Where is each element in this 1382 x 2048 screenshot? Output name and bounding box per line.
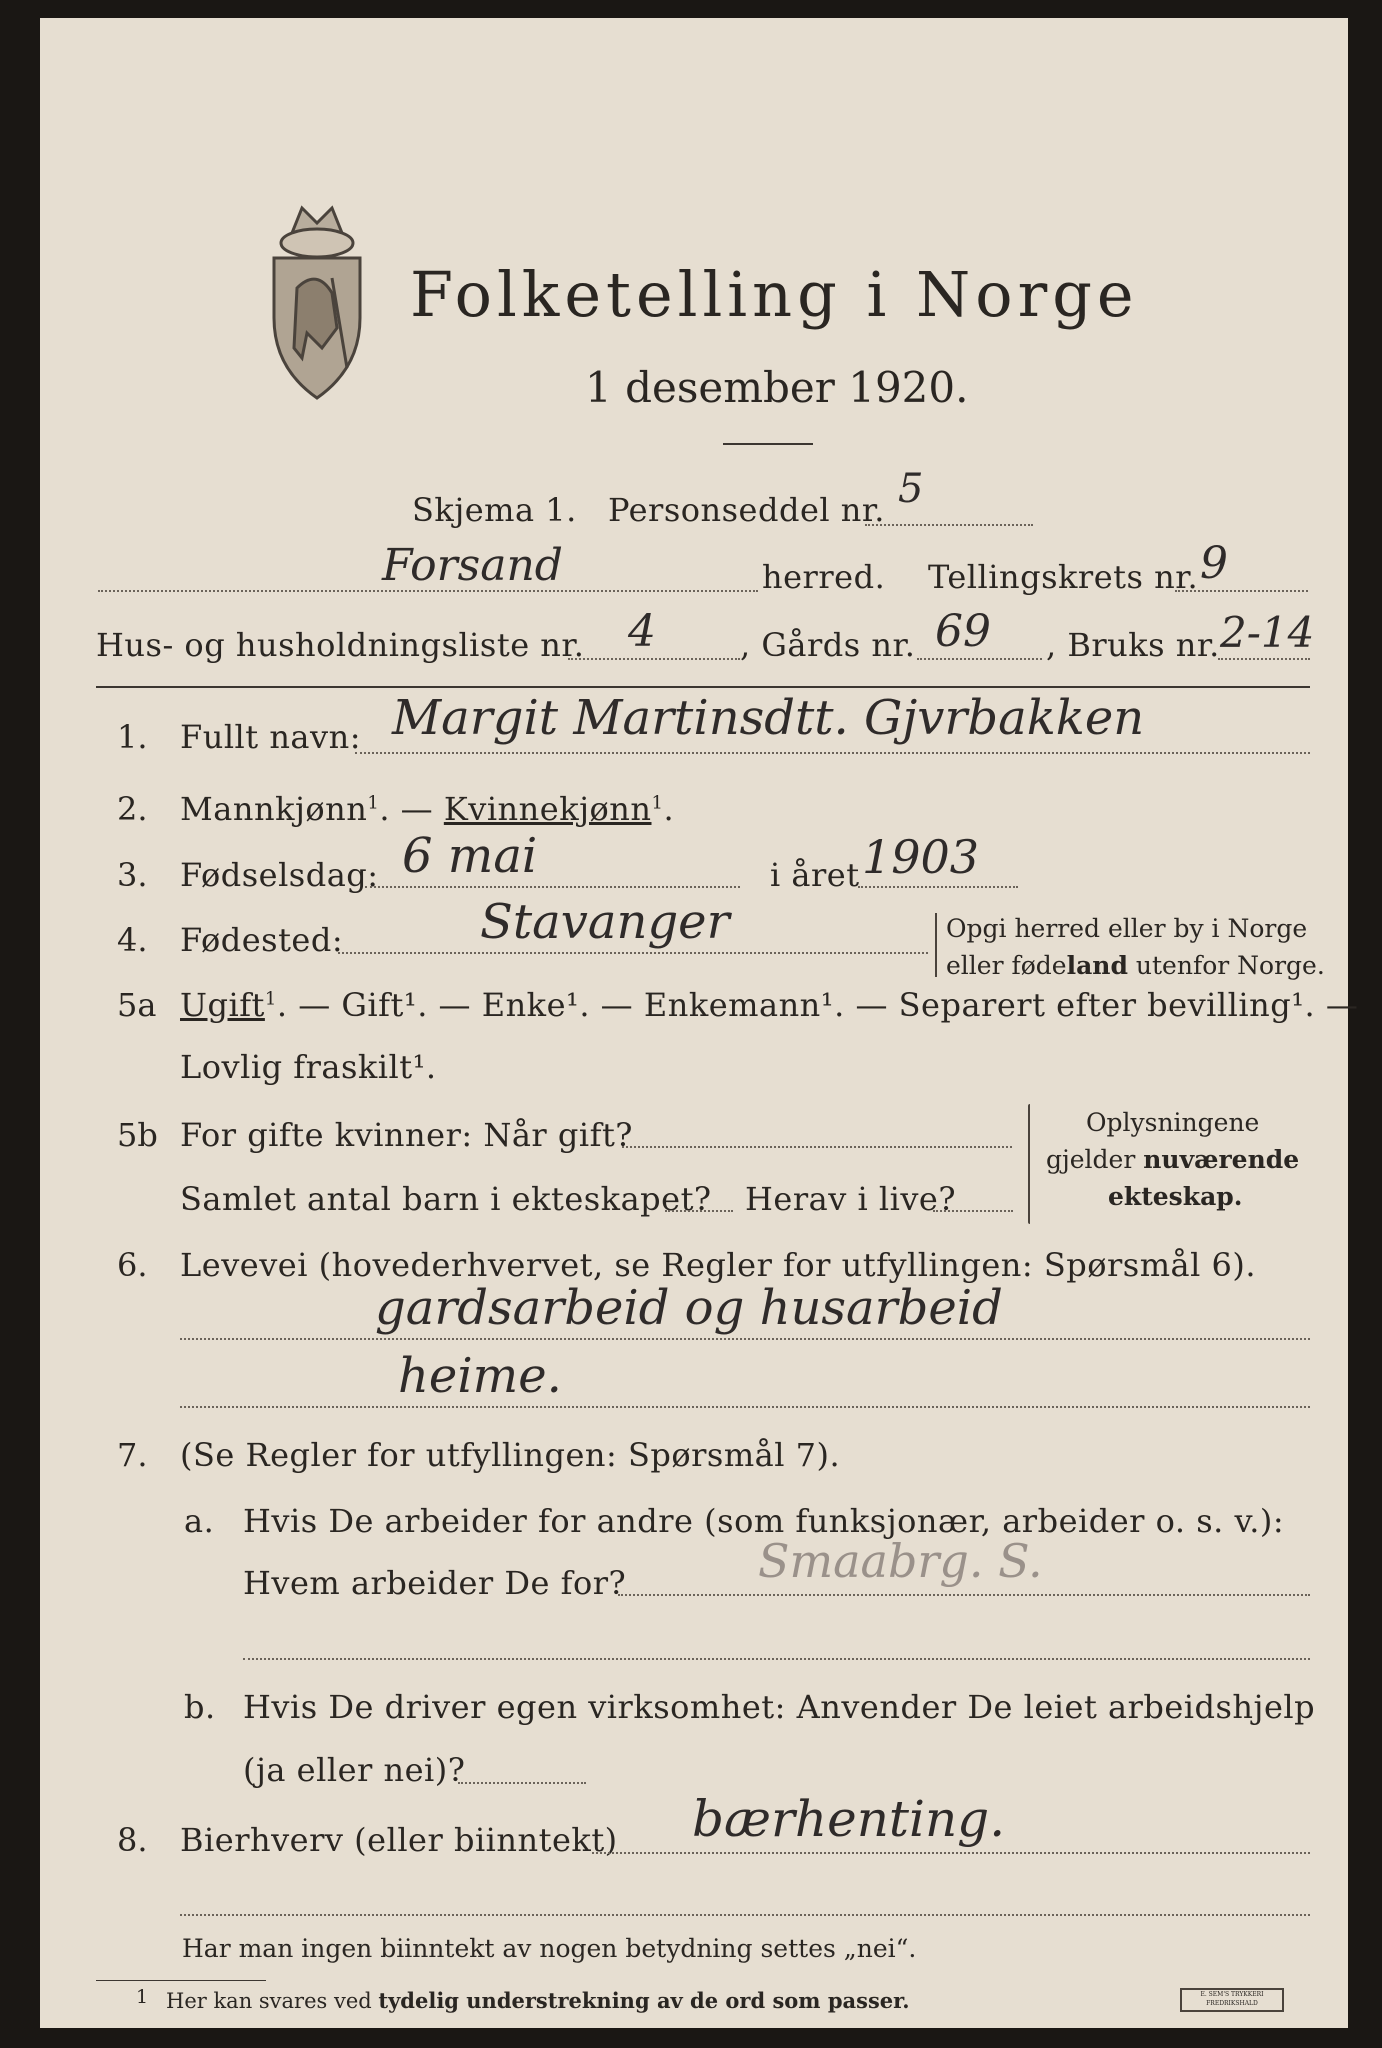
herred-value: Forsand	[382, 540, 563, 591]
q2-row	[180, 790, 674, 828]
q4-number: 4.	[117, 921, 148, 959]
q7-label: (Se Regler for utfyllingen: Spørsmål 7).	[180, 1436, 841, 1474]
q3-value: 6 mai	[402, 828, 538, 884]
q5b-note1: Oplysningene	[1086, 1108, 1260, 1137]
footnote-text	[166, 1988, 910, 2013]
q5b-number: 5b	[117, 1116, 158, 1154]
q6-line2	[180, 1406, 1310, 1408]
q7a-question: Hvem arbeider De for?	[243, 1564, 627, 1602]
q5b-note3: ekteskap.	[1108, 1182, 1243, 1211]
q5b-label1: For gifte kvinner: Når gift?	[180, 1116, 633, 1154]
q5a-row	[180, 986, 1358, 1024]
q2-sup-2: 1	[651, 792, 664, 814]
q5b-line1	[622, 1146, 1012, 1148]
herred-label: herred.	[762, 558, 886, 596]
q5a-sup: 1	[264, 988, 277, 1010]
footer-note: Har man ingen biinntekt av nogen betydning settes „nei“.	[182, 1934, 917, 1963]
q2-end: .	[663, 790, 675, 828]
gards-line	[917, 658, 1042, 660]
footnote-text-a: Her kan svares ved	[166, 1989, 379, 2013]
q3-year-label: i året	[770, 856, 860, 894]
q7a-label: Hvis De arbeider for andre (som funksjonær, arbeider o. s. v.):	[243, 1502, 1285, 1540]
census-form	[40, 18, 1359, 2028]
form-title: Folketelling i Norge	[410, 258, 1139, 331]
q4-note-part-a: eller føde	[946, 951, 1067, 980]
footnote-rule	[96, 1980, 266, 1981]
q2-mann: Mannkjønn	[180, 790, 368, 828]
q1-number: 1.	[117, 718, 148, 756]
hus-line	[568, 658, 740, 660]
q6-value1: gardsarbeid og husarbeid	[375, 1280, 1003, 1336]
q7b-question: (ja eller nei)?	[243, 1751, 466, 1789]
tellingskrets-line	[1175, 590, 1308, 592]
q8-value: bærhenting.	[692, 1790, 1006, 1848]
title-divider	[723, 443, 813, 445]
personseddel-value: 5	[898, 466, 924, 512]
section-rule	[96, 686, 1310, 688]
q4-note-line2	[946, 951, 1325, 980]
q3-year-line	[858, 886, 1018, 888]
q4-note-line1: Opgi herred eller by i Norge	[946, 914, 1308, 943]
q7b-line	[458, 1782, 586, 1784]
q3-label: Fødselsdag:	[180, 856, 379, 894]
q6-label: Levevei (hovederhvervet, se Regler for utfyllingen: Spørsmål 6).	[180, 1246, 1257, 1284]
q7-number: 7.	[117, 1436, 148, 1474]
q5b-line2	[665, 1210, 733, 1212]
q5b-label2: Samlet antal barn i ekteskapet?	[180, 1180, 712, 1218]
q7a-letter: a.	[184, 1502, 215, 1540]
personseddel-line	[865, 524, 1033, 526]
personseddel-label: Personseddel nr.	[608, 491, 885, 529]
q2-sup-1: 1	[367, 792, 380, 814]
tellingskrets-value: 9	[1200, 538, 1228, 589]
q4-value: Stavanger	[480, 894, 730, 950]
gards-label: , Gårds nr.	[740, 626, 916, 664]
q8-line1	[592, 1852, 1310, 1854]
q5b-note2-a: gjelder	[1046, 1145, 1144, 1174]
q6-line1	[180, 1338, 1310, 1340]
footnote-number: 1	[136, 1986, 149, 2008]
form-date: 1 desember 1920.	[585, 363, 969, 412]
q7a-line1	[618, 1594, 1310, 1596]
q1-label: Fullt navn:	[180, 718, 361, 756]
footnote-text-b: tydelig understrekning av de ord som passer.	[378, 1988, 910, 2013]
hus-label: Hus- og husholdningsliste nr.	[96, 626, 585, 664]
q1-line	[355, 752, 1310, 754]
q4-bracket	[935, 913, 937, 977]
hus-value: 4	[628, 606, 656, 657]
q7b-label: Hvis De driver egen virksomhet: Anvender De leiet arbeidshjelp	[243, 1688, 1316, 1726]
q6-value2: heime.	[398, 1348, 562, 1404]
q6-number: 6.	[117, 1246, 148, 1284]
bruks-value: 2-14	[1220, 608, 1315, 657]
bruks-line	[1218, 658, 1310, 660]
skjema-label: Skjema 1.	[412, 491, 577, 529]
q7b-letter: b.	[184, 1688, 216, 1726]
q3-year-value: 1903	[862, 830, 980, 884]
q2-kvinne: Kvinnekjønn	[443, 790, 652, 828]
q4-line	[338, 952, 928, 954]
q5a-rest: . — Gift¹. — Enke¹. — Enkemann¹. — Separert efter bevilling¹. —	[276, 986, 1359, 1024]
coat-of-arms-icon	[262, 198, 372, 418]
bruks-label: , Bruks nr.	[1046, 626, 1220, 664]
q7a-value: Smaabrg. S.	[758, 1534, 1043, 1588]
q5b-note2-b: nuværende	[1143, 1145, 1300, 1174]
q5b-bracket	[1028, 1104, 1030, 1224]
q8-line2	[180, 1914, 1310, 1916]
q3-line	[365, 886, 740, 888]
tellingskrets-label: Tellingskrets nr.	[928, 558, 1199, 596]
q5a-line2: Lovlig fraskilt¹.	[180, 1048, 437, 1086]
gards-value: 69	[935, 606, 991, 657]
q4-note-part-b: land	[1066, 951, 1128, 980]
q7a-line2	[243, 1658, 1310, 1660]
q8-label: Bierhverv (eller biinntekt)	[180, 1821, 618, 1859]
q5b-label3: Herav i live?	[745, 1180, 957, 1218]
q4-label: Fødested:	[180, 921, 344, 959]
q2-number: 2.	[117, 790, 148, 828]
q3-number: 3.	[117, 856, 148, 894]
q5a-number: 5a	[117, 986, 157, 1024]
q8-number: 8.	[117, 1821, 148, 1859]
q5b-note2	[1046, 1145, 1299, 1174]
q2-sep: . —	[379, 790, 434, 828]
q5b-line3	[933, 1210, 1013, 1212]
printer-stamp: E. SEM'S TRYKKERI FREDRIKSHALD	[1180, 1988, 1284, 2012]
q5a-ugift: Ugift	[180, 986, 265, 1024]
q1-value: Margit Martinsdtt. Gjvrbakken	[392, 690, 1145, 746]
q4-note-part-c: utenfor Norge.	[1127, 951, 1325, 980]
